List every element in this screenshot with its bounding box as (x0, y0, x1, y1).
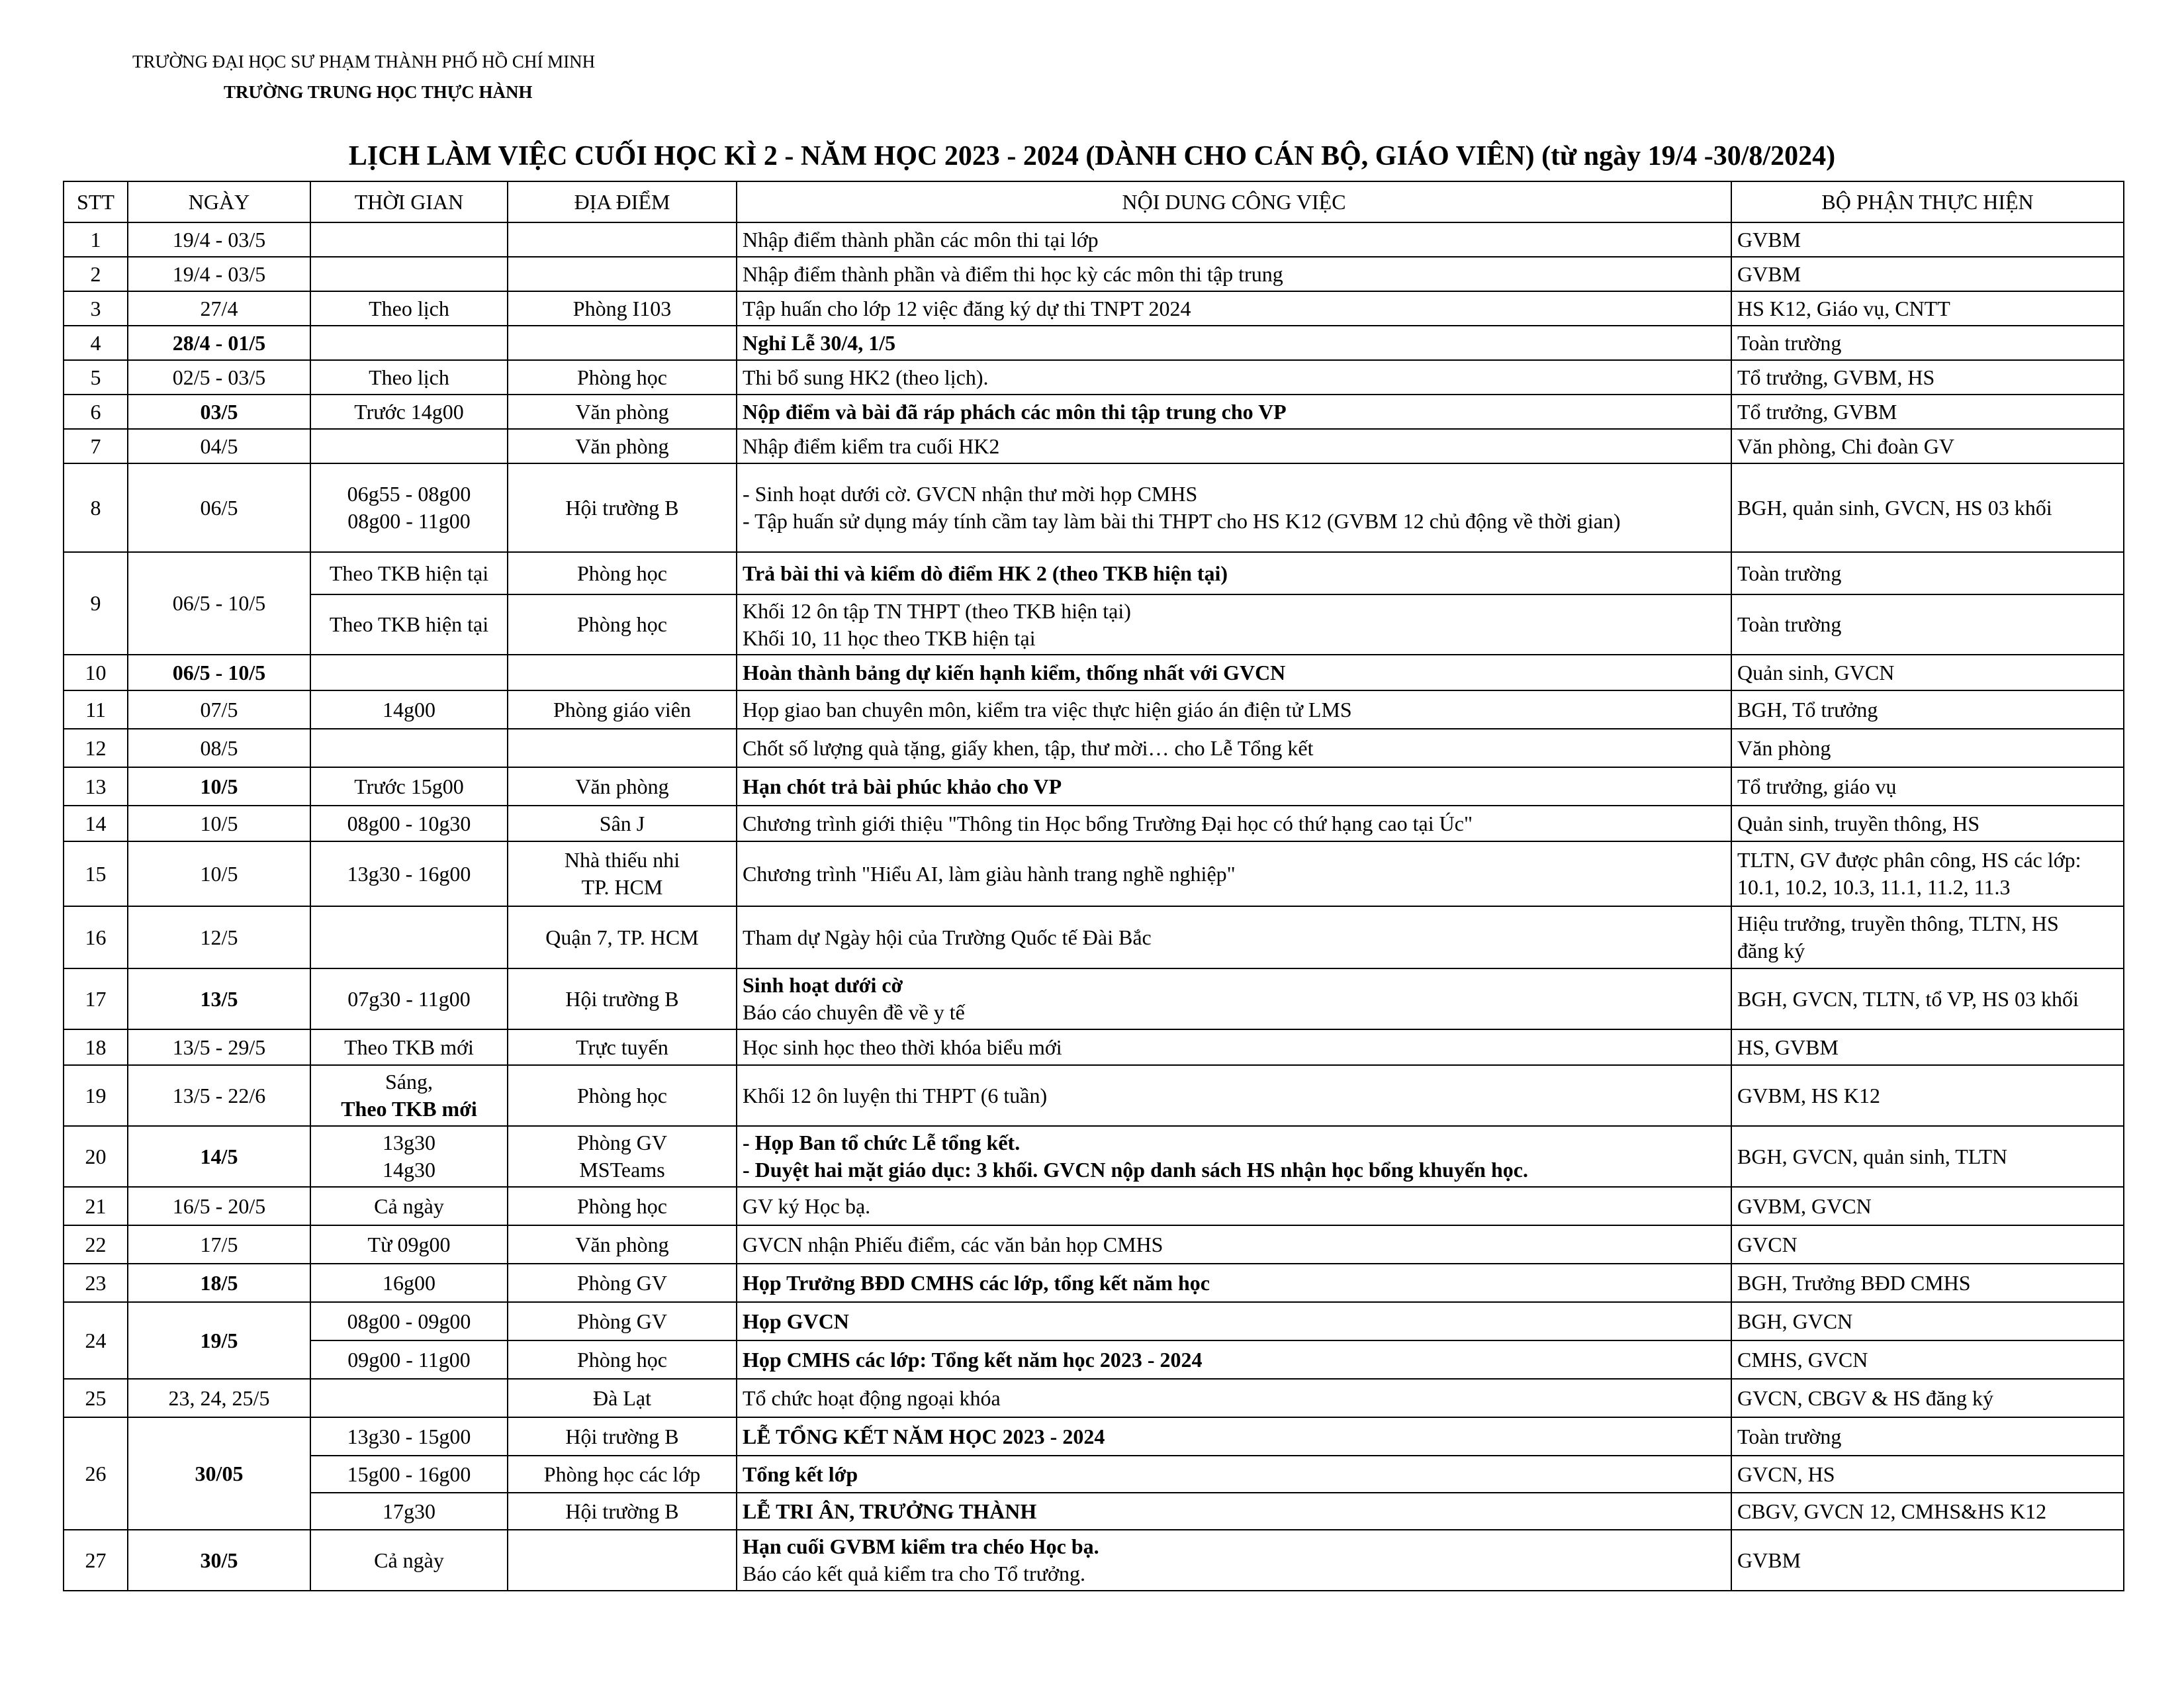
column-header-stt: STT (64, 181, 128, 222)
content-line: Báo cáo kết quả kiểm tra cho Tổ trưởng. (743, 1562, 1085, 1585)
content-cell: Học sinh học theo thời khóa biểu mới (737, 1029, 1731, 1065)
place-cell: Phòng GV (508, 1264, 737, 1302)
time-cell (310, 1379, 508, 1417)
content-line: - Duyệt hai mặt giáo dục: 3 khối. GVCN nộp danh sách HS nhận học bổng khuyến học. (743, 1158, 1528, 1182)
table-row (64, 1126, 2124, 1187)
place-cell: Hội trường B (508, 1417, 737, 1456)
place-cell: Văn phòng (508, 429, 737, 463)
time-line: 08g00 - 11g00 (347, 509, 471, 533)
time-line: Theo TKB mới (341, 1097, 477, 1121)
date-cell: 12/5 (128, 906, 310, 968)
time-line: 14g30 (383, 1158, 435, 1182)
place-cell: Phòng học (508, 552, 737, 594)
stt-cell: 21 (64, 1187, 128, 1225)
dept-cell (1731, 906, 2124, 968)
content-line: - Tập huấn sử dụng máy tính cầm tay làm bài thi THPT cho HS K12 (GVBM 12 chủ động về thời gian) (743, 509, 1621, 533)
content-line: Sinh hoạt dưới cờ (743, 973, 903, 998)
stt-cell: 13 (64, 767, 128, 806)
content-cell: LỄ TỔNG KẾT NĂM HỌC 2023 - 2024 (737, 1417, 1731, 1456)
dept-cell: Tổ trưởng, GVBM, HS (1731, 360, 2124, 395)
dept-cell: Văn phòng (1731, 729, 2124, 767)
dept-cell: GVBM, GVCN (1731, 1187, 2124, 1225)
time-cell (310, 222, 508, 257)
date-cell: 13/5 - 22/6 (128, 1065, 310, 1126)
dept-cell: Quản sinh, truyền thông, HS (1731, 806, 2124, 841)
content-line: Hạn cuối GVBM kiểm tra chéo Học bạ. (743, 1534, 1099, 1559)
dept-cell: GVBM (1731, 222, 2124, 257)
time-cell: 17g30 (310, 1493, 508, 1530)
time-line: Sáng, (385, 1070, 433, 1094)
place-cell (508, 326, 737, 360)
time-cell: Theo TKB hiện tại (310, 594, 508, 655)
dept-cell: Toàn trường (1731, 326, 2124, 360)
table-row (64, 360, 2124, 395)
place-cell: Quận 7, TP. HCM (508, 906, 737, 968)
table-row (64, 1029, 2124, 1065)
dept-cell (1731, 841, 2124, 906)
school-name: TRƯỜNG TRUNG HỌC THỰC HÀNH (224, 82, 533, 102)
column-header-dept: BỘ PHẬN THỰC HIỆN (1731, 181, 2124, 222)
table-row (64, 1340, 2124, 1379)
place-cell (508, 655, 737, 690)
dept-cell: GVBM (1731, 1530, 2124, 1591)
content-cell (737, 968, 1731, 1029)
stt-cell: 24 (64, 1302, 128, 1379)
date-cell: 06/5 - 10/5 (128, 655, 310, 690)
date-cell: 19/4 - 03/5 (128, 222, 310, 257)
university-name: TRƯỜNG ĐẠI HỌC SƯ PHẠM THÀNH PHỐ HỒ CHÍ MINH (132, 52, 596, 71)
stt-cell: 6 (64, 395, 128, 429)
time-cell (310, 326, 508, 360)
table-row (64, 429, 2124, 463)
stt-cell: 9 (64, 552, 128, 655)
place-line: MSTeams (579, 1158, 665, 1182)
time-cell: 08g00 - 09g00 (310, 1302, 508, 1340)
dept-cell: BGH, GVCN (1731, 1302, 2124, 1340)
content-cell: Họp CMHS các lớp: Tổng kết năm học 2023 - 2024 (737, 1340, 1731, 1379)
place-cell: Trực tuyến (508, 1029, 737, 1065)
content-cell: Chương trình giới thiệu "Thông tin Học bổng Trường Đại học có thứ hạng cao tại Úc" (737, 806, 1731, 841)
dept-cell: Quản sinh, GVCN (1731, 655, 2124, 690)
dept-cell: Toàn trường (1731, 552, 2124, 594)
time-cell: 13g30 - 15g00 (310, 1417, 508, 1456)
date-cell: 14/5 (128, 1126, 310, 1187)
time-cell: Trước 15g00 (310, 767, 508, 806)
place-cell (508, 729, 737, 767)
stt-cell: 22 (64, 1225, 128, 1264)
place-cell: Phòng học (508, 1187, 737, 1225)
date-cell: 06/5 - 10/5 (128, 552, 310, 655)
stt-cell: 10 (64, 655, 128, 690)
table-row (64, 1456, 2124, 1493)
stt-cell: 23 (64, 1264, 128, 1302)
stt-cell: 4 (64, 326, 128, 360)
time-cell: 13g30 - 16g00 (310, 841, 508, 906)
content-cell: Hạn chót trả bài phúc khảo cho VP (737, 767, 1731, 806)
stt-cell: 17 (64, 968, 128, 1029)
content-line: Khối 12 ôn tập TN THPT (theo TKB hiện tại) (743, 598, 1131, 623)
table-header-row (64, 181, 2124, 222)
column-header-place: ĐỊA ĐIỂM (508, 181, 737, 222)
stt-cell: 3 (64, 291, 128, 326)
content-cell: Nghỉ Lễ 30/4, 1/5 (737, 326, 1731, 360)
content-cell: Tham dự Ngày hội của Trường Quốc tế Đài Bắc (737, 906, 1731, 968)
stt-cell: 27 (64, 1530, 128, 1591)
content-cell: Họp Trưởng BĐD CMHS các lớp, tổng kết năm học (737, 1264, 1731, 1302)
place-cell: Phòng GV (508, 1302, 737, 1340)
date-cell: 04/5 (128, 429, 310, 463)
table-row (64, 1530, 2124, 1591)
content-cell: Khối 12 ôn luyện thi THPT (6 tuần) (737, 1065, 1731, 1126)
date-cell: 10/5 (128, 841, 310, 906)
date-cell: 28/4 - 01/5 (128, 326, 310, 360)
place-cell: Hội trường B (508, 968, 737, 1029)
place-cell: Phòng học (508, 360, 737, 395)
time-cell: Theo TKB hiện tại (310, 552, 508, 594)
place-cell: Hội trường B (508, 463, 737, 552)
place-cell: Văn phòng (508, 395, 737, 429)
page-title: LỊCH LÀM VIỆC CUỐI HỌC KÌ 2 - NĂM HỌC 2023 - 2024 (DÀNH CHO CÁN BỘ, GIÁO VIÊN) (từ ngày 19/4 -30/8/2024) (348, 141, 1836, 171)
table-row (64, 906, 2124, 968)
table-row (64, 395, 2124, 429)
dept-cell: BGH, Tổ trưởng (1731, 690, 2124, 729)
date-cell: 17/5 (128, 1225, 310, 1264)
place-cell: Phòng học các lớp (508, 1456, 737, 1493)
content-cell: Họp GVCN (737, 1302, 1731, 1340)
place-cell (508, 841, 737, 906)
date-cell: 16/5 - 20/5 (128, 1187, 310, 1225)
stt-cell: 8 (64, 463, 128, 552)
dept-cell: GVCN (1731, 1225, 2124, 1264)
time-cell: Theo lịch (310, 360, 508, 395)
stt-cell: 5 (64, 360, 128, 395)
table-row (64, 729, 2124, 767)
time-cell: 07g30 - 11g00 (310, 968, 508, 1029)
dept-cell: GVBM (1731, 257, 2124, 291)
place-cell: Hội trường B (508, 1493, 737, 1530)
table-row (64, 841, 2124, 906)
time-line: 06g55 - 08g00 (347, 482, 471, 506)
dept-cell: BGH, GVCN, TLTN, tổ VP, HS 03 khối (1731, 968, 2124, 1029)
content-cell: GVCN nhận Phiếu điểm, các văn bản họp CMHS (737, 1225, 1731, 1264)
schedule-table (63, 181, 2124, 1591)
content-cell (737, 1126, 1731, 1187)
content-cell: Chốt số lượng quà tặng, giấy khen, tập, thư mời… cho Lễ Tổng kết (737, 729, 1731, 767)
stt-cell: 20 (64, 1126, 128, 1187)
time-cell: Theo TKB mới (310, 1029, 508, 1065)
time-cell: 09g00 - 11g00 (310, 1340, 508, 1379)
dept-cell: CBGV, GVCN 12, CMHS&HS K12 (1731, 1493, 2124, 1530)
time-cell: Theo lịch (310, 291, 508, 326)
stt-cell: 12 (64, 729, 128, 767)
table-row (64, 1065, 2124, 1126)
stt-cell: 18 (64, 1029, 128, 1065)
stt-cell: 7 (64, 429, 128, 463)
table-row (64, 1302, 2124, 1340)
content-cell (737, 463, 1731, 552)
dept-cell: Toàn trường (1731, 594, 2124, 655)
content-cell: Tổng kết lớp (737, 1456, 1731, 1493)
place-cell: Văn phòng (508, 1225, 737, 1264)
dept-cell: GVCN, CBGV & HS đăng ký (1731, 1379, 2124, 1417)
dept-line: TLTN, GV được phân công, HS các lớp: (1737, 848, 2081, 872)
date-cell: 03/5 (128, 395, 310, 429)
date-cell: 13/5 (128, 968, 310, 1029)
table-row (64, 291, 2124, 326)
dept-cell: BGH, quản sinh, GVCN, HS 03 khối (1731, 463, 2124, 552)
date-cell: 06/5 (128, 463, 310, 552)
date-cell: 27/4 (128, 291, 310, 326)
column-header-date: NGÀY (128, 181, 310, 222)
table-row (64, 1187, 2124, 1225)
time-cell (310, 257, 508, 291)
dept-cell: Văn phòng, Chi đoàn GV (1731, 429, 2124, 463)
content-line: - Sinh hoạt dưới cờ. GVCN nhận thư mời họp CMHS (743, 482, 1198, 506)
stt-cell: 25 (64, 1379, 128, 1417)
table-row (64, 968, 2124, 1029)
place-cell: Phòng học (508, 1340, 737, 1379)
dept-line: 10.1, 10.2, 10.3, 11.1, 11.2, 11.3 (1737, 875, 2011, 899)
place-cell (508, 222, 737, 257)
table-row (64, 1379, 2124, 1417)
date-cell: 19/5 (128, 1302, 310, 1379)
time-cell: Cả ngày (310, 1530, 508, 1591)
time-cell: Cả ngày (310, 1187, 508, 1225)
date-cell: 30/05 (128, 1417, 310, 1530)
dept-line: Hiệu trưởng, truyền thông, TLTN, HS (1737, 912, 2059, 936)
time-cell (310, 1126, 508, 1187)
table-row (64, 806, 2124, 841)
date-cell: 18/5 (128, 1264, 310, 1302)
table-row (64, 463, 2124, 552)
time-cell (310, 1065, 508, 1126)
content-cell: LỄ TRI ÂN, TRƯỞNG THÀNH (737, 1493, 1731, 1530)
stt-cell: 15 (64, 841, 128, 906)
stt-cell: 19 (64, 1065, 128, 1126)
content-cell (737, 594, 1731, 655)
time-cell (310, 729, 508, 767)
date-cell: 19/4 - 03/5 (128, 257, 310, 291)
table-row (64, 655, 2124, 690)
time-cell (310, 655, 508, 690)
place-cell (508, 1530, 737, 1591)
time-cell (310, 429, 508, 463)
time-cell: Trước 14g00 (310, 395, 508, 429)
place-cell: Phòng học (508, 594, 737, 655)
place-cell: Phòng học (508, 1065, 737, 1126)
table-row (64, 1493, 2124, 1530)
content-cell: Họp giao ban chuyên môn, kiểm tra việc thực hiện giáo án điện tử LMS (737, 690, 1731, 729)
time-cell: 14g00 (310, 690, 508, 729)
stt-cell: 14 (64, 806, 128, 841)
content-cell: Hoàn thành bảng dự kiến hạnh kiểm, thống nhất với GVCN (737, 655, 1731, 690)
time-line: 13g30 (383, 1131, 435, 1155)
content-cell: Nhập điểm kiểm tra cuối HK2 (737, 429, 1731, 463)
content-cell: Tổ chức hoạt động ngoại khóa (737, 1379, 1731, 1417)
place-cell (508, 1126, 737, 1187)
place-cell (508, 257, 737, 291)
place-cell: Sân J (508, 806, 737, 841)
time-cell: Từ 09g00 (310, 1225, 508, 1264)
time-cell: 15g00 - 16g00 (310, 1456, 508, 1493)
content-line: Khối 10, 11 học theo TKB hiện tại (743, 626, 1036, 650)
place-cell: Phòng giáo viên (508, 690, 737, 729)
table-row (64, 326, 2124, 360)
date-cell: 30/5 (128, 1530, 310, 1591)
date-cell: 02/5 - 03/5 (128, 360, 310, 395)
dept-cell: HS K12, Giáo vụ, CNTT (1731, 291, 2124, 326)
date-cell: 23, 24, 25/5 (128, 1379, 310, 1417)
dept-cell: BGH, Trưởng BĐD CMHS (1731, 1264, 2124, 1302)
table-row (64, 1264, 2124, 1302)
date-cell: 08/5 (128, 729, 310, 767)
table-row (64, 552, 2124, 594)
place-line: Nhà thiếu nhi (564, 848, 680, 872)
stt-cell: 11 (64, 690, 128, 729)
column-header-time: THỜI GIAN (310, 181, 508, 222)
table-row (64, 222, 2124, 257)
content-cell (737, 1530, 1731, 1591)
content-cell: Nhập điểm thành phần và điểm thi học kỳ các môn thi tập trung (737, 257, 1731, 291)
content-cell: Tập huấn cho lớp 12 việc đăng ký dự thi TNPT 2024 (737, 291, 1731, 326)
table-row (64, 1225, 2124, 1264)
table-row (64, 257, 2124, 291)
stt-cell: 1 (64, 222, 128, 257)
time-cell: 16g00 (310, 1264, 508, 1302)
content-cell: Trả bài thi và kiểm dò điểm HK 2 (theo TKB hiện tại) (737, 552, 1731, 594)
place-cell: Phòng I103 (508, 291, 737, 326)
place-cell: Văn phòng (508, 767, 737, 806)
dept-cell: BGH, GVCN, quản sinh, TLTN (1731, 1126, 2124, 1187)
table-row (64, 767, 2124, 806)
content-line: Báo cáo chuyên đề về y tế (743, 1000, 965, 1024)
stt-cell: 26 (64, 1417, 128, 1530)
dept-cell: GVBM, HS K12 (1731, 1065, 2124, 1126)
time-cell (310, 463, 508, 552)
dept-cell: CMHS, GVCN (1731, 1340, 2124, 1379)
content-cell: Nhập điểm thành phần các môn thi tại lớp (737, 222, 1731, 257)
date-cell: 13/5 - 29/5 (128, 1029, 310, 1065)
place-line: TP. HCM (581, 875, 663, 899)
date-cell: 10/5 (128, 806, 310, 841)
stt-cell: 2 (64, 257, 128, 291)
table-row (64, 594, 2124, 655)
column-header-content: NỘI DUNG CÔNG VIỆC (737, 181, 1731, 222)
dept-cell: HS, GVBM (1731, 1029, 2124, 1065)
content-cell: GV ký Học bạ. (737, 1187, 1731, 1225)
dept-cell: Toàn trường (1731, 1417, 2124, 1456)
time-cell: 08g00 - 10g30 (310, 806, 508, 841)
table-row (64, 690, 2124, 729)
stt-cell: 16 (64, 906, 128, 968)
date-cell: 10/5 (128, 767, 310, 806)
table-row (64, 1417, 2124, 1456)
dept-line: đăng ký (1737, 939, 1805, 962)
place-line: Phòng GV (576, 1131, 667, 1155)
content-line: - Họp Ban tổ chức Lễ tổng kết. (743, 1131, 1021, 1155)
content-cell: Chương trình "Hiểu AI, làm giàu hành trang nghề nghiệp" (737, 841, 1731, 906)
content-cell: Nộp điểm và bài đã ráp phách các môn thi tập trung cho VP (737, 395, 1731, 429)
place-cell: Đà Lạt (508, 1379, 737, 1417)
dept-cell: Tổ trưởng, GVBM (1731, 395, 2124, 429)
dept-cell: Tổ trưởng, giáo vụ (1731, 767, 2124, 806)
time-cell (310, 906, 508, 968)
date-cell: 07/5 (128, 690, 310, 729)
content-cell: Thi bổ sung HK2 (theo lịch). (737, 360, 1731, 395)
dept-cell: GVCN, HS (1731, 1456, 2124, 1493)
